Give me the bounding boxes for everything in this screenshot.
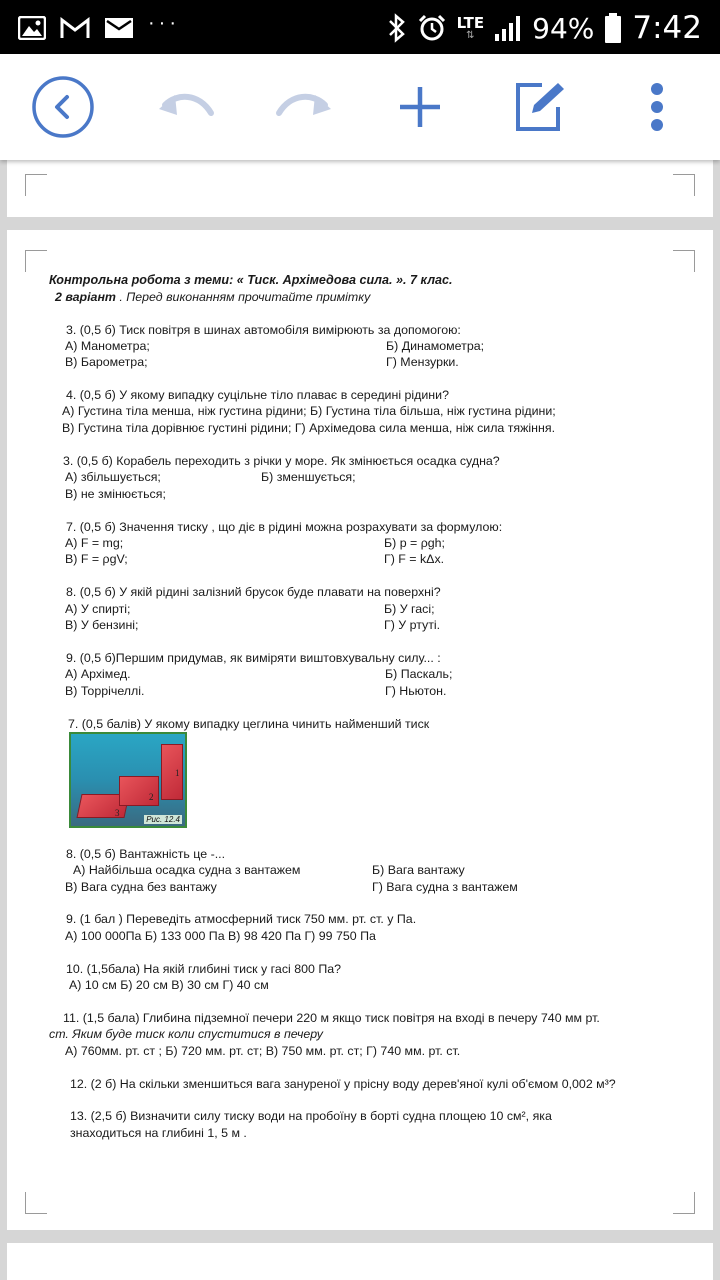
question: 10. (1,5бала) На якій глибині тиск у гасі 800 Па? — [66, 962, 342, 976]
answer-option: А) Архімед. — [65, 667, 131, 681]
status-bar — [0, 0, 720, 54]
question: 11. (1,5 бала) Глибина підземної печери 220 м якщо тиск повітря на вході в печеру 740 мм рт. — [63, 1011, 600, 1025]
question-continuation: ст. Яким буде тиск коли спуститися в печеру — [49, 1027, 323, 1041]
signal-icon — [494, 14, 522, 42]
question: 9. (1 бал ) Переведіть атмосферний тиск 750 мм. рт. ст. у Па. — [66, 912, 417, 926]
answer-option: А) Манометра; — [65, 339, 150, 353]
page-corner-mark — [25, 174, 47, 196]
answer-option: Б) Динамометра; — [386, 339, 485, 353]
next-page[interactable] — [7, 1243, 713, 1280]
answer-option: А) 10 см Б) 20 см В) 30 см Г) 40 см — [69, 978, 269, 992]
answer-option: В) не змінюється; — [65, 487, 166, 501]
more-notifications: ··· — [148, 11, 180, 34]
alarm-icon — [417, 13, 447, 43]
answer-option: А) F = mg; — [65, 536, 124, 550]
bricks-figure — [69, 732, 187, 828]
clock: 7:42 — [632, 10, 702, 46]
answer-option: В) У бензині; — [65, 618, 139, 632]
battery-percent: 94% — [532, 11, 595, 45]
answer-option: А) 760мм. рт. ст ; Б) 720 мм. рт. ст; В) 750 мм. рт. ст; Г) 740 мм. рт. ст. — [65, 1044, 461, 1058]
page-corner-mark — [673, 174, 695, 196]
answer-option: А) Найбільша осадка судна з вантажем — [73, 863, 301, 877]
instruction-text: . Перед виконанням прочитайте примітку — [119, 290, 371, 304]
battery-icon — [604, 12, 622, 44]
question: 13. (2,5 б) Визначити силу тиску води на пробоїну в борті судна площею 10 см², яка — [70, 1109, 552, 1123]
bluetooth-icon — [387, 13, 407, 43]
question: 7. (0,5 балів) У якому випадку цеглина чинить найменший тиск — [68, 717, 430, 731]
answer-option: А) збільшується; — [65, 470, 161, 484]
question: 8. (0,5 б) У якій рідині залізний брусок буде плавати на поверхні? — [66, 585, 441, 599]
brick-1 — [161, 744, 183, 800]
mail-icon — [104, 16, 134, 40]
question: 3. (0,5 б) Корабель переходить з річки у море. Як змінюється осадка судна? — [63, 454, 500, 468]
back-icon — [30, 74, 96, 140]
redo-button[interactable] — [270, 74, 336, 140]
answer-option: А) 100 000Па Б) 133 000 Па В) 98 420 Па Г) 99 750 Па — [65, 929, 376, 943]
answer-option: Г) F = kΔx. — [384, 552, 445, 566]
answer-option: А) Густина тіла менша, ніж густина рідини; Б) Густина тіла більша, ніж густина рідини; — [62, 404, 556, 418]
more-vert-icon — [647, 81, 667, 133]
brick-label-1: 1 — [175, 768, 180, 778]
answer-option: Б) У гасі; — [384, 602, 435, 616]
answer-option: Б) зменшується; — [261, 470, 356, 484]
document-page[interactable] — [7, 230, 713, 1230]
brick-label-2: 2 — [149, 792, 154, 802]
answer-option: Б) p = ρgh; — [384, 536, 445, 550]
previous-page[interactable] — [7, 160, 713, 217]
answer-option: А) У спирті; — [65, 602, 131, 616]
variant-label: 2 варіант — [55, 290, 116, 304]
gmail-icon — [60, 17, 90, 39]
answer-option: В) Торрічеллі. — [65, 684, 145, 698]
notification-icons — [18, 12, 180, 44]
question: 8. (0,5 б) Вантажність це -... — [66, 847, 226, 861]
network-indicator — [456, 13, 485, 41]
network-type: LTE — [456, 13, 485, 32]
undo-icon — [157, 87, 217, 127]
data-arrows-icon: ⇅ — [466, 29, 475, 41]
answer-option: Г) Мензурки. — [386, 355, 459, 369]
question: 9. (0,5 б)Першим придумав, як виміряти виштовхувальну силу... : — [66, 651, 441, 665]
back-button[interactable] — [30, 74, 96, 140]
answer-option: Г) Вага судна з вантажем — [372, 880, 518, 894]
doc-variant-line — [55, 290, 370, 305]
brick-label-3: 3 — [115, 808, 120, 818]
edit-icon — [512, 79, 568, 135]
editor-toolbar — [0, 54, 720, 160]
doc-title: Контрольна робота з теми: « Тиск. Архімедова сила. ». 7 клас. — [49, 273, 453, 287]
question: 3. (0,5 б) Тиск повітря в шинах автомобіля вимірюють за допомогою: — [66, 323, 461, 337]
question-continuation: знаходиться на глибині 1, 5 м . — [70, 1126, 247, 1140]
answer-option: Б) Паскаль; — [385, 667, 453, 681]
document-content — [7, 230, 713, 1230]
add-icon — [397, 84, 443, 130]
undo-button[interactable] — [154, 74, 220, 140]
answer-option: В) Барометра; — [65, 355, 148, 369]
question: 4. (0,5 б) У якому випадку суцільне тіло плаває в середині рідини? — [66, 388, 449, 402]
answer-option: Г) У ртуті. — [384, 618, 441, 632]
add-button[interactable] — [387, 74, 453, 140]
question: 7. (0,5 б) Значення тиску , що діє в рідині можна розрахувати за формулою: — [66, 520, 503, 534]
answer-option: Г) Ньютон. — [385, 684, 447, 698]
answer-option: Б) Вага вантажу — [372, 863, 465, 877]
answer-option: В) F = ρgV; — [65, 552, 128, 566]
image-icon — [18, 16, 46, 40]
more-options-button[interactable] — [624, 74, 690, 140]
redo-icon — [273, 87, 333, 127]
edit-button[interactable] — [507, 74, 573, 140]
answer-option: В) Вага судна без вантажу — [65, 880, 217, 894]
question: 12. (2 б) На скільки зменшиться вага зануреної у прісну воду дерев'яної кулі об'ємом 0,002 м³? — [70, 1077, 616, 1091]
answer-option: В) Густина тіла дорівнює густині рідини; Г) Архімедова сила менша, ніж сила тяжіння. — [62, 421, 556, 435]
figure-caption: Рис. 12.4 — [146, 815, 180, 824]
